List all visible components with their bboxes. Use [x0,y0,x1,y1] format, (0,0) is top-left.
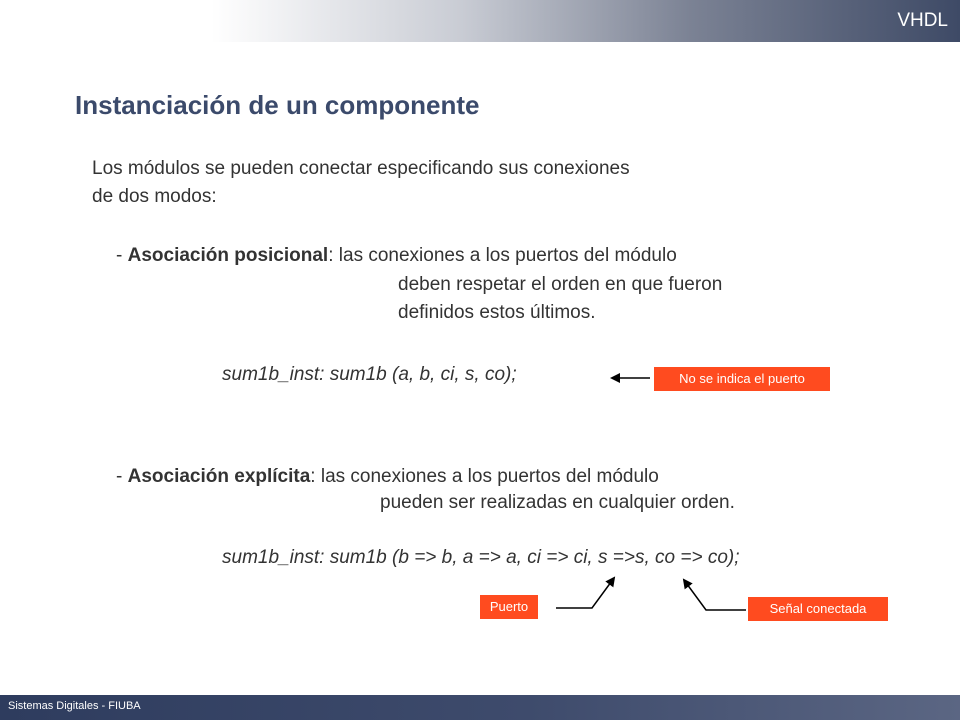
positional-desc-2: deben respetar el orden en que fueron [398,274,723,295]
positional-desc-3: definidos estos últimos. [398,302,596,323]
callout-no-port: No se indica el puerto [654,367,830,391]
footer-bar [0,695,960,720]
callout-port: Puerto [480,595,538,619]
arrow-signal [684,580,746,610]
explicit-code: sum1b_inst: sum1b (b => b, a => a, ci => ci, s =>s, co => co); [222,547,740,568]
positional-desc-1: : las conexiones a los puertos del módulo [328,245,677,266]
explicit-dash: - [116,466,128,487]
header-label: VHDL [897,10,948,31]
positional-term: Asociación posicional [127,245,329,266]
footer-label: Sistemas Digitales - FIUBA [8,700,141,712]
positional-dash: - [116,245,128,266]
explicit-desc-2: pueden ser realizadas en cualquier orden. [380,492,735,513]
arrow-port [556,578,614,608]
explicit-desc-1: : las conexiones a los puertos del módulo [310,466,659,487]
intro-line-1: Los módulos se pueden conectar especificando sus conexiones [92,158,630,179]
callout-signal: Señal conectada [748,597,888,621]
positional-code: sum1b_inst: sum1b (a, b, ci, s, co); [222,364,517,385]
slide-title: Instanciación de un componente [75,90,480,120]
explicit-term: Asociación explícita [127,466,311,487]
intro-line-2: de dos modos: [92,186,217,207]
